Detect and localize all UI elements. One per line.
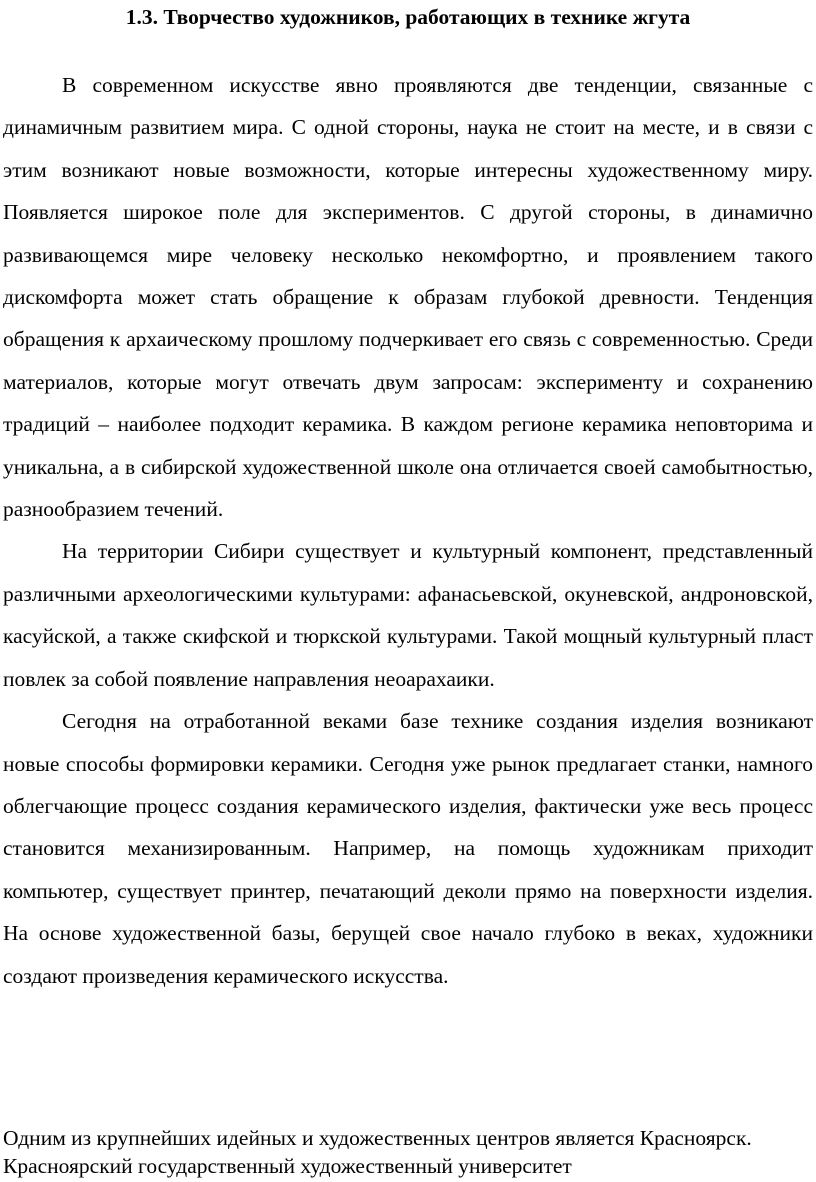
paragraph-1: В современном искусстве явно проявляются две тенденции, связанные с динамичным развитием мира. С одной стороны, наука не стоит на месте, и в связи с этим возникают новые возможности, которые интересны художественному миру. Появляется широкое поле для экспериментов. С другой стороны, в динамично развивающемся мире человеку несколько некомфортно, и проявлением такого дискомфорта может стать обращение к образам глубокой древности. Тенденция обращения к архаическому прошлому подчеркивает его связь с современностью. Среди материалов, которые могут отвечать двум запросам: эксперименту и сохранению традиций – наиболее подходит керамика. В каждом регионе керамика неповторима и уникальна, а в сибирской художественной школе она отличается своей самобытностью, разнообразием течений. — [3, 73, 813, 522]
section-heading: 1.3. Творчество художников, работающих в технике жгута — [125, 5, 691, 29]
tail-paragraph: Одним из крупнейших идейных и художественных центров является Красноярск. Красноярский государственный художественный университет — [3, 1126, 752, 1178]
paragraph-2: На территории Сибири существует и культурный компонент, представленный различными археологическими культурами: афанасьевской, окуневской, андроновской, касуйской, а также скифской и тюркской культурами. Такой мощный культурный пласт повлек за собой появление направления неоарахаики. — [3, 539, 813, 691]
body-text — [3, 64, 813, 997]
paragraph-3: Сегодня на отработанной веками базе технике создания изделия возникают новые способы формировки керамики. Сегодня уже рынок предлагает станки, намного облегчающие процесс создания керамического изделия, фактически уже весь процесс становится механизированным. Например, на помощь художникам приходит компьютер, существует принтер, печатающий деколи прямо на поверхности изделия. На основе художественной базы, берущей свое начало глубоко в веках, художники создают произведения керамического искусства. — [3, 709, 813, 988]
